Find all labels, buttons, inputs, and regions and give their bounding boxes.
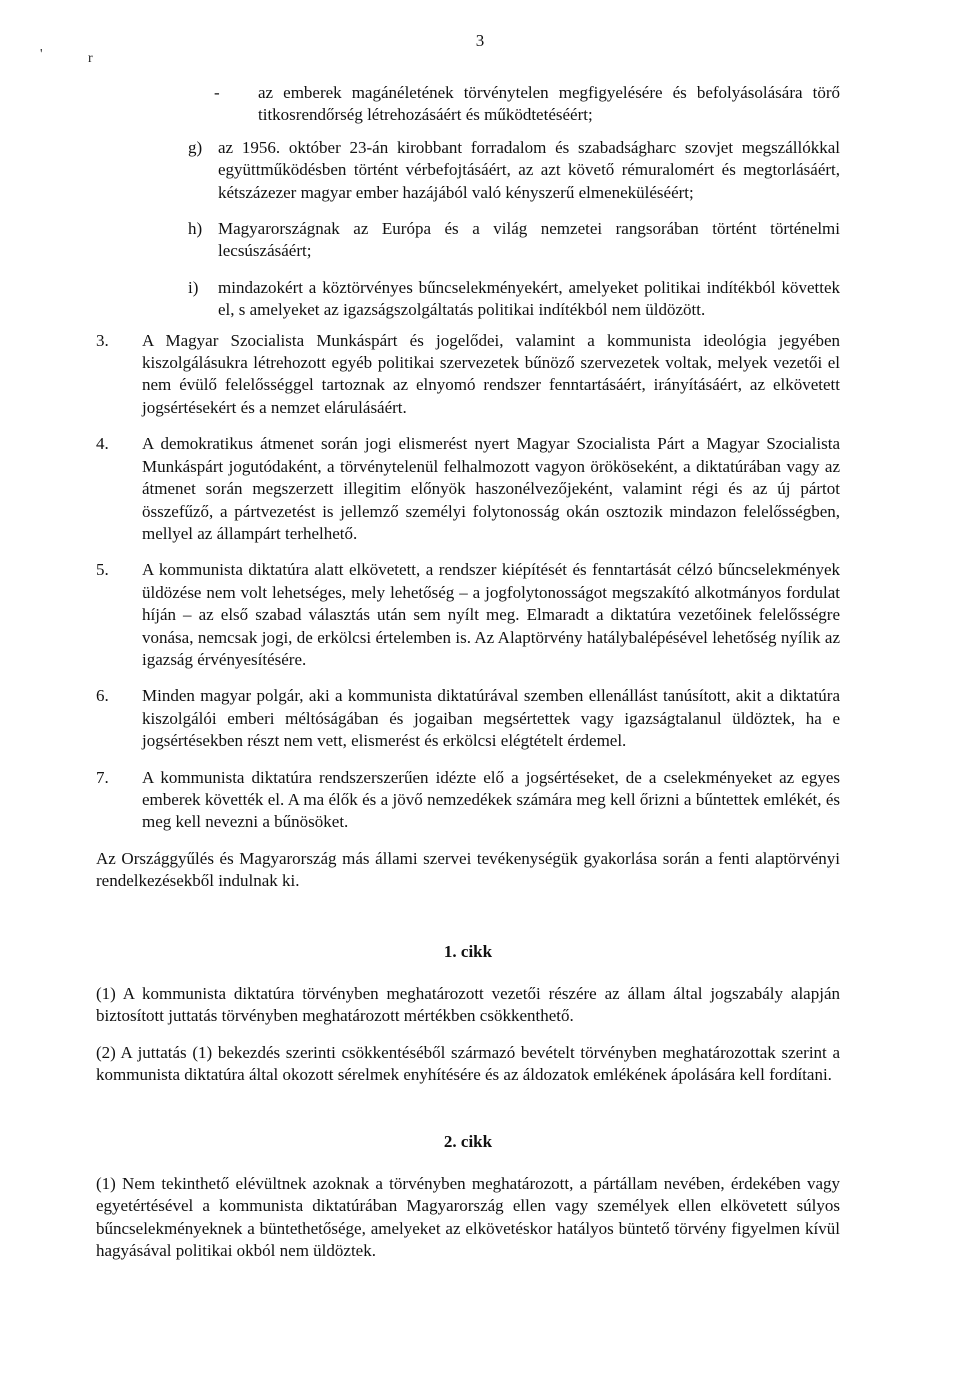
numbered-item-6 (0, 685, 900, 752)
numbered-item-3 (0, 330, 900, 420)
item-text: az 1956. október 23-án kirobbant forradalom és szabadságharc szovjet megszállókkal együttműködésben történt vérbefojtásáért, az azt követő rémuralomért és megtorlásáért, kétszázezer magyar ember hazájából való kényszerű elmeneküléséért; (218, 137, 840, 202)
item-number: 6. (96, 686, 109, 706)
numbered-item-4 (0, 433, 900, 545)
bullet-dash: - (214, 83, 220, 102)
item-marker: i) (188, 277, 199, 297)
item-text: Magyarországnak az Európa és a világ nemzetei rangsorában történt történelmi lecsúszásáért; (218, 219, 840, 261)
numbered-item-5 (0, 559, 900, 671)
closing-paragraph: Az Országgyűlés és Magyarország más állami szervei tevékenységük gyakorlása során a fenti alaptörvényi rendelkezésekből indulnak ki. (96, 848, 840, 891)
item-text: A demokratikus átmenet során jogi elismerést nyert Magyar Szocialista Párt a Magyar Szocialista Munkáspárt jogutódaként, a törvénytelenül felhalmozott vagyon örököseként, a diktatúrában vagy az átmenet során megszerzett illegitim előnyök haszonélvezőjeként, valamint régi és az új pártot összefűző, a pártvezetést is jellemző személyi folytonosság okán osztozik mindazon felelősségben, mellyel az állampárt terhelhető. (142, 434, 840, 543)
page-number: 3 (475, 31, 485, 50)
numbered-item-7 (0, 767, 900, 834)
scan-mark-left: ' (40, 47, 43, 62)
article-1-paragraph-1: (1) A kommunista diktatúra törvényben meghatározott vezetői részére az állam által jogszabály alapján biztosított juttatás törvényben meghatározott mértékben csökkenthető. (96, 984, 840, 1026)
item-number: 5. (96, 560, 109, 580)
bullet-text: az emberek magánéletének törvénytelen megfigyelésére és befolyásolására törő titkosrendőrség létrehozásáért és működtetéséért; (258, 83, 840, 125)
item-marker: h) (188, 219, 203, 239)
item-text: A kommunista diktatúra alatt elkövetett, a rendszer kiépítését és fenntartását célzó bűncselekmények üldözése nem volt lehetséges, mely lehetőség – a jogfolytonosságot megszakító alkotmányos fordulat híján – az első szabad választás után sem nyílt meg. Elmaradt a diktatúra vezetőinek felelősségre vonása, nemcsak jogi, de erkölcsi értelemben is. Az Alaptörvény hatálybalépésével lehetőség nyílik az igazság érvényesítésére. (142, 560, 840, 669)
lettered-item-g (0, 137, 900, 204)
article-1-paragraph-2: (2) A juttatás (1) bekezdés szerinti csökkentéséből származó bevételt törvényben meghatározottak szerint a kommunista diktatúra által okozott sérelmek enyhítésére és az áldozatok emlékének ápolására kell fordítani. (96, 1042, 840, 1085)
item-text: Minden magyar polgár, aki a kommunista diktatúrával szemben ellenállást tanúsított, akit a diktatúra kiszolgálói emberi méltóságában és jogaiban megsértettek vagy igazságtalanul üldöztek, ha e jogsértésekben részt nem vett, elismerést és erkölcsi elégtételt érdemel. (142, 686, 840, 751)
lettered-item-h (0, 218, 900, 263)
item-number: 3. (96, 330, 109, 350)
document-body (0, 82, 900, 1263)
article-title-1: 1. cikk (443, 941, 493, 961)
item-text: A Magyar Szocialista Munkáspárt és jogelődei, valamint a kommunista ideológia jegyében kiszolgálásukra létrehozott egyéb politikai szervezetek bűnöző szervezetek voltak, melyek vezetői el nem évülő felelősséggel tartoznak az elnyomó rendszer fenntartásáért, irányításáért, az elkövetett jogsértésekért és a nemzet elárulásáért. (142, 330, 840, 417)
item-number: 7. (96, 767, 109, 787)
article-title-2: 2. cikk (443, 1131, 493, 1151)
article-2-paragraph-1: (1) Nem tekinthető elévültnek azoknak a törvényben meghatározott, a pártállam nevében, érdekében vagy egyetértésével a kommunista diktatúrában Magyarország ellen vagy személyek ellen elkövetett súlyos bűncselekményeknek a büntethetősége, amelyeket az elkövetéskor hatályos büntető törvény figyelmen kívül hagyásával politikai okból nem üldöztek. (96, 1174, 840, 1261)
item-text: mindazokért a köztörvényes bűncselekményekért, amelyeket politikai indítékból követtek el, s amelyeket az igazságszolgáltatás politikai indítékból nem üldözött. (218, 277, 840, 320)
item-marker: g) (188, 137, 203, 157)
lettered-item-i (0, 277, 900, 322)
bullet-item (0, 82, 900, 127)
item-number: 4. (96, 434, 109, 454)
item-text: A kommunista diktatúra rendszerszerűen idézte elő a jogsértéseket, de a cselekményeket az egyes emberek követték el. A ma élők és a jövő nemzedékek számára meg kell őrizni a bűntettek emlékét, és meg kell nevezni a bűnösöket. (142, 767, 840, 832)
scan-mark-right: r (88, 51, 93, 66)
